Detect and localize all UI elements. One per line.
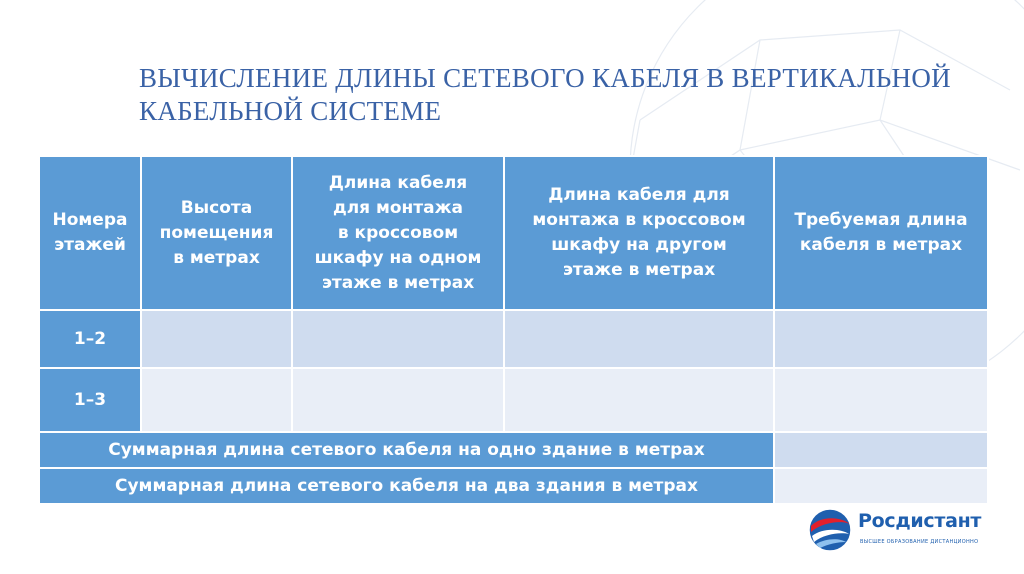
table-row bbox=[39, 310, 988, 368]
summary-label-one-building: Суммарная длина сетевого кабеля на одно здание в метрах bbox=[39, 432, 774, 468]
globe-logo-icon bbox=[806, 506, 854, 554]
table-cell bbox=[292, 368, 504, 432]
summary-row bbox=[39, 432, 988, 468]
title-line-2: КАБЕЛЬНОЙ СИСТЕМЕ bbox=[139, 96, 442, 126]
header-required-length: Требуемая длина кабеля в метрах bbox=[774, 156, 988, 310]
summary-label-two-buildings: Суммарная длина сетевого кабеля на два здания в метрах bbox=[39, 468, 774, 504]
header-cable-same-floor: Длина кабеля для монтажа в кроссовом шкафу на одном этаже в метрах bbox=[292, 156, 504, 310]
header-cable-other-floor: Длина кабеля для монтажа в кроссовом шкафу на другом этаже в метрах bbox=[504, 156, 774, 310]
table-cell bbox=[774, 368, 988, 432]
table-cell bbox=[504, 368, 774, 432]
logo-tagline: ВЫСШЕЕ ОБРАЗОВАНИЕ ДИСТАНЦИОННО bbox=[860, 539, 979, 545]
table-cell bbox=[292, 310, 504, 368]
rosdistant-logo bbox=[806, 506, 996, 556]
summary-value-cell bbox=[774, 432, 988, 468]
table-cell bbox=[141, 368, 292, 432]
table-cell bbox=[774, 310, 988, 368]
summary-row bbox=[39, 468, 988, 504]
table-row bbox=[39, 368, 988, 432]
row-label: 1–3 bbox=[39, 368, 141, 432]
row-label: 1–2 bbox=[39, 310, 141, 368]
cable-length-table bbox=[38, 155, 989, 505]
table-cell bbox=[141, 310, 292, 368]
title-line-1: ВЫЧИСЛЕНИЕ ДЛИНЫ СЕТЕВОГО КАБЕЛЯ В ВЕРТИКАЛЬНОЙ bbox=[139, 63, 951, 93]
summary-value-cell bbox=[774, 468, 988, 504]
header-room-height: Высота помещения в метрах bbox=[141, 156, 292, 310]
header-floor-numbers: Номера этажей bbox=[39, 156, 141, 310]
table-cell bbox=[504, 310, 774, 368]
logo-name: Росдистант bbox=[858, 510, 982, 532]
slide-title bbox=[139, 62, 979, 128]
header-row bbox=[39, 156, 988, 310]
